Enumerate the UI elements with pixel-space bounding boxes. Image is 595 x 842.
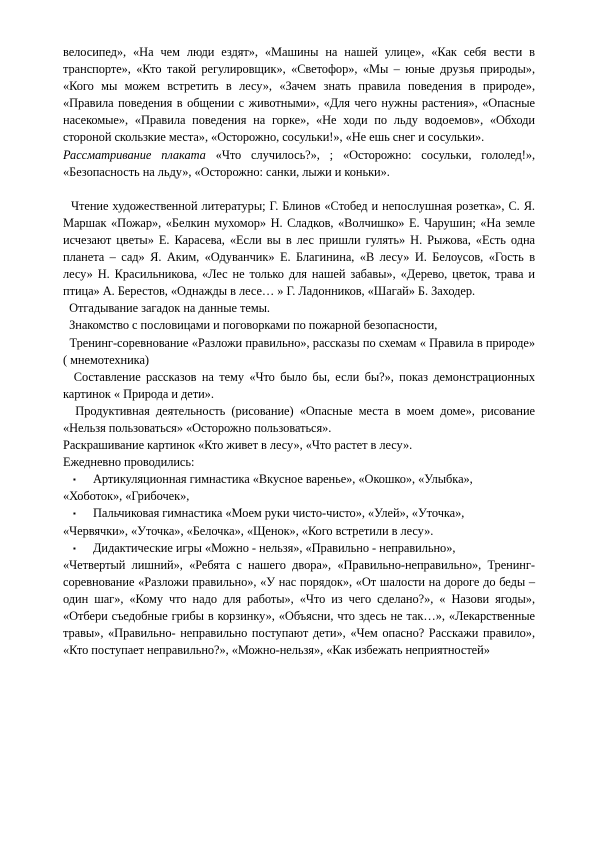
paragraph-training [63, 335, 535, 369]
bullet-didactic-text: Дидактические игры «Можно - нельзя», «Правильно - неправильно», [93, 540, 456, 555]
paragraph-topics: велосипед», «На чем люди ездят», «Машины на нашей улице», «Как себя вести в транспорте», «Кто такой регулировщик», «Светофор», «Мы – юные друзья природы», «Кого мы можем встретить в лесу», «Зачем знать правила поведения в природе», «Правила поведения в общении с животными», «Для чего нужны растения», «Опасные насекомые», «Правила поведения на горке», «Не ходи по льду водоемов», «Обходи стороной скользкие места», «Осторожно, сосульки!», «Не ешь снег и сосульки». [63, 45, 535, 145]
paragraph-riddles [63, 300, 535, 317]
bullet-articulation [63, 471, 535, 488]
bullet-didactic-continued: «Четвертый лишний», «Ребята с нашего двора», «Правильно-неправильно», Тренинг-соревнование «Разложи правильно», «У нас порядок», «От шалости на дороге до беды – один шаг», «Кому что надо для работы», «Что из чего сделано?», « Назови ягоды», «Отбери съедобные грибы в корзинку», «Объясни, что здесь не так…», «Лекарственные травы», «Правильно- неправильно поступают дети», «Чем опасно? Расскажи правило», «Кто поступает неправильно?», «Можно-нельзя», «Как избежать неприятностей» [63, 557, 535, 658]
riddles-text: Отгадывание загадок на данные темы. [69, 301, 270, 316]
paragraph-poster [63, 147, 535, 181]
drawing-text: Продуктивная деятельность (рисование) «Опасные места в моем доме», рисование «Нельзя пользоваться» «Осторожно пользоваться». [63, 403, 535, 435]
paragraph-daily: Ежедневно проводились: [63, 455, 195, 470]
bullet-finger-text: Пальчиковая гимнастика «Моем руки чисто-чисто», «Улей», «Уточка», [93, 506, 465, 521]
proverbs-text: Знакомство с пословицами и поговорками по пожарной безопасности, [69, 318, 438, 333]
bullet-marker: ▪ [73, 509, 76, 519]
bullet-articulation-text: Артикуляционная гимнастика «Вкусное варенье», «Окошко», «Улыбка», [93, 472, 473, 487]
poster-text: «Что случилось?», ; «Осторожно: сосульки, гололед!», «Безопасность на льду», «Осторожно: санки, лыжи и коньки». [63, 147, 536, 179]
poster-lead: Рассматривание плаката [63, 147, 206, 162]
reading-text: Чтение художественной литературы; Г. Блинов «Стобед и непослушная розетка», С. Я. Маршак «Пожар», «Белкин мухомор» Н. Сладков, «Волчишко» Е. Чарушин; «На земле исчезают цветы» Е. Карасева, «Если вы в лес пришли гулять» Н. Рыжова, «Есть одна планета – сад» Я. Аким, «Одуванчик» Е. Благинина, «В лесу» И. Белоусов, «Гость в лесу» Н. Красильникова, «Лес не только для нашей забавы», «Дерево, цветок, трава и птица» А. Берестов, «Однажды в лесе… » Г. Ладонников, «Шагай» Б. Заходер. [63, 198, 535, 299]
bullet-finger-continued: «Червячки», «Уточка», «Белочка», «Щенок», «Кого встретили в лесу». [63, 523, 434, 538]
bullet-didactic [63, 540, 535, 557]
paragraph-reading [63, 198, 535, 301]
training-text: Тренинг-соревнование «Разложи правильно», рассказы по схемам « Правила в природе» ( мнемотехника) [63, 335, 535, 367]
bullet-finger [63, 505, 535, 522]
paragraph-coloring: Раскрашивание картинок «Кто живет в лесу», «Что растет в лесу». [63, 438, 413, 453]
paragraph-proverbs [63, 317, 535, 334]
bullet-articulation-continued: «Хоботок», «Грибочек», [63, 489, 190, 504]
bullet-marker: ▪ [73, 475, 76, 485]
stories-text: Составление рассказов на тему «Что было бы, если бы?», показ демонстрационных картинок « Природа и дети». [63, 369, 535, 401]
paragraph-stories [63, 369, 535, 403]
bullet-marker: ▪ [73, 543, 76, 553]
spacer [63, 181, 535, 198]
paragraph-drawing [63, 403, 535, 437]
